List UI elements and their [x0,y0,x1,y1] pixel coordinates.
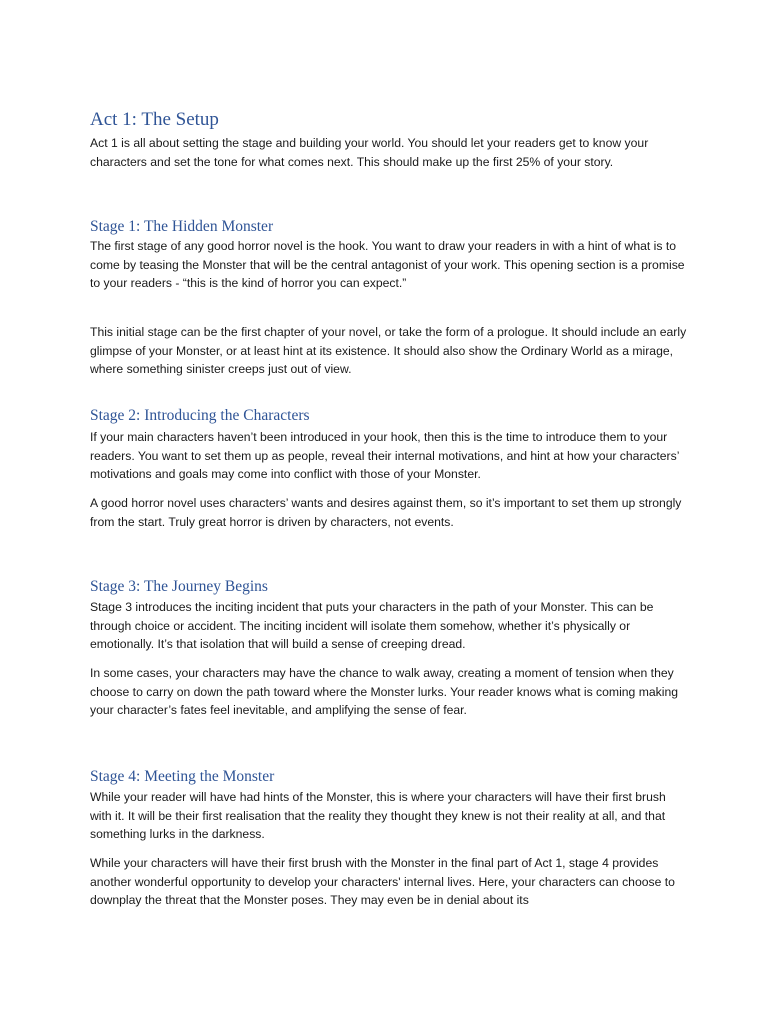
stage3-heading: Stage 3: The Journey Begins [90,578,268,595]
stage4-paragraph-2: While your characters will have their first brush with the Monster in the final part of Act 1, stage 4 provides another wonderful opportunity to develop your characters' internal lives. Here, your characters can choose to downplay the threat that the Monster poses. They may even be in denial about its [90,856,675,908]
stage1-paragraph-2: This initial stage can be the first chapter of your novel, or take the form of a prologue. It should include an early glimpse of your Monster, or at least hint at its existence. It should also show the Ordinary World as a mirage, where something sinister creeps just out of view. [90,325,687,377]
stage1-paragraph-1: The first stage of any good horror novel is the hook. You want to draw your readers in with a hint of what is to come by teasing the Monster that will be the central antagonist of your work. This opening section is a promise to your readers - “this is the kind of horror you can expect.” [90,239,685,291]
stage3-paragraph-1: Stage 3 introduces the inciting incident that puts your characters in the path of your Monster. This can be through choice or accident. The inciting incident will isolate them somehow, whether it’s physically or emotionally. It’s that isolation that will build a sense of creeping dread. [90,600,654,652]
stage2-paragraph-1: If your main characters haven’t been introduced in your hook, then this is the time to introduce them to your readers. You want to set them up as people, reveal their internal motivations, and hint at how your characters’ motivations and goals may come into conflict with those of your Monster. [90,430,679,482]
stage4-heading: Stage 4: Meeting the Monster [90,768,275,785]
stage4-paragraph-1: While your reader will have had hints of the Monster, this is where your characters will have their first brush with it. It will be their first realisation that the reality they thought they knew is not their reality at all, and that something lurks in the darkness. [90,790,666,842]
act1-body: Act 1 is all about setting the stage and building your world. You should let your readers get to know your characters and set the tone for what comes next. This should make up the first 25% of your story. [90,136,649,169]
stage2-heading: Stage 2: Introducing the Characters [90,407,310,424]
stage2-paragraph-2: A good horror novel uses characters’ wants and desires against them, so it’s important to set them up strongly from the start. Truly great horror is driven by characters, not events. [90,496,682,529]
stage3-paragraph-2: In some cases, your characters may have the chance to walk away, creating a moment of tension when they choose to carry on down the path toward where the Monster lurks. Your reader knows what is coming making your character’s fates feel inevitable, and amplifying the sense of fear. [90,666,679,718]
stage1-heading: Stage 1: The Hidden Monster [90,218,274,235]
act1-heading: Act 1: The Setup [90,109,219,130]
